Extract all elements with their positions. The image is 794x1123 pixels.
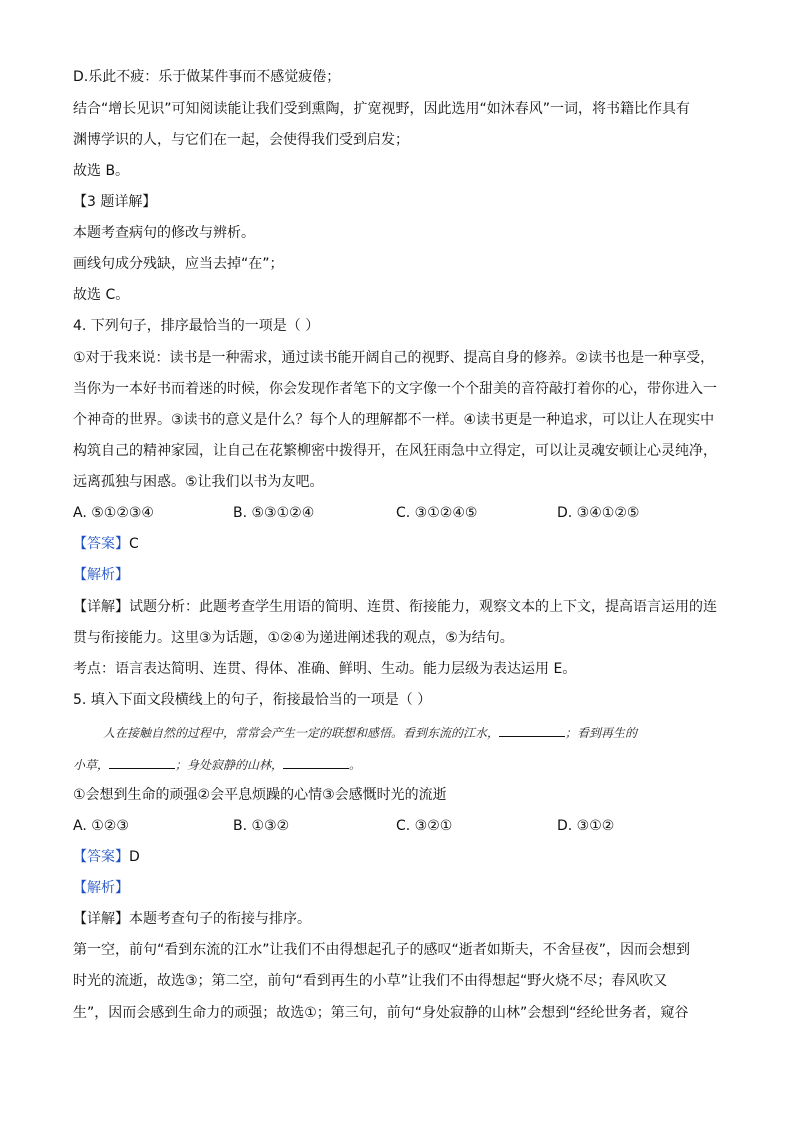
- q5-answer-value: D: [129, 849, 140, 865]
- q4-detail-line-1: 【详解】试题分析：此题考查学生用语的简明、连贯、衔接能力，观察文本的上下文，提高语言运用的连: [73, 599, 717, 615]
- q2-option-d-explanation: D.乐此不疲：乐于做某件事而不感觉疲倦；: [73, 69, 341, 85]
- q5-answer-line: [73, 847, 140, 867]
- q5-blank-1: [499, 724, 565, 737]
- q4-detail-line-2: 贯与衔接能力。这里③为话题，①②④为递进阐述我的观点，⑤为结句。: [73, 630, 514, 646]
- q4-note: 考点：语言表达简明、连贯、得体、准确、鲜明、生动。能力层级为表达运用 E。: [73, 661, 577, 677]
- q5-option-a: A. ①②③: [73, 818, 129, 834]
- q5-detail-line-2: 时光的流逝，故选③；第二空，前句“看到再生的小草”让我们不由得想起“野火烧不尽；春风吹又: [73, 973, 668, 989]
- q4-passage-line-5: 远离孤独与困惑。⑤让我们以书为友吧。: [73, 474, 324, 490]
- q5-detail-line-1: 第一空，前句“看到东流的江水”让我们不由得想起孔子的感叹“逝者如斯夫，不舍昼夜”，因而会想到: [73, 942, 691, 958]
- q5-option-b: B. ①③②: [233, 818, 290, 834]
- q4-option-b: B. ⑤③①②④: [233, 505, 315, 521]
- q4-passage-line-2: 当你为一本好书而着迷的时候，你会发现作者笔下的文字像一个个甜美的音符敲打着你的心，带你进入一: [73, 381, 717, 397]
- q4-option-c: C. ③①②④⑤: [396, 505, 478, 521]
- q4-analysis-label: 【解析】: [73, 567, 129, 583]
- q2-explanation-line-1: 结合“增长见识”可知阅读能让我们受到熏陶，扩宽视野，因此选用“如沐春风”一词，将书籍比作具有: [73, 101, 691, 117]
- q5-option-c: C. ③②①: [396, 818, 453, 834]
- q5-analysis-label: 【解析】: [73, 880, 129, 896]
- q5-stem: 5. 填入下面文段横线上的句子，衔接最恰当的一项是（ ）: [73, 692, 432, 708]
- q4-passage-line-4: 构筑自己的精神家园，让自己在花繁柳密中拨得开，在风狂雨急中立得定，可以让灵魂安顿让心灵纯净，: [73, 443, 717, 459]
- q4-option-a: A. ⑤①②③④: [73, 505, 154, 521]
- q5-detail-header: 【详解】本题考查句子的衔接与排序。: [73, 911, 311, 927]
- q3-line-1: 本题考查病句的修改与辨析。: [73, 225, 255, 241]
- q5-answer-label: 【答案】: [73, 849, 129, 865]
- q5-blank-3: [283, 756, 349, 769]
- q3-choice: 故选 C。: [73, 287, 130, 303]
- q4-answer-label: 【答案】: [73, 536, 129, 552]
- q4-passage-line-1: ①对于我来说：读书是一种需求，通过读书能开阔自己的视野、提高自身的修养。②读书也是一种享受，: [73, 350, 715, 366]
- q2-explanation-line-2: 渊博学识的人，与它们在一起，会使得我们受到启发；: [73, 132, 409, 148]
- q5-passage-line-1: 人在接触自然的过程中，常常会产生一定的联想和感悟。看到东流的江水， ；看到再生的: [103, 726, 638, 740]
- q4-option-d: D. ③④①②⑤: [557, 505, 640, 521]
- q5-detail-line-3: 生”，因而会感到生命力的顽强；故选①；第三句，前句“身处寂静的山林”会想到“经纶世务者，窥谷: [73, 1005, 689, 1021]
- q5-passage-line-2: 小草， ；身处寂静的山林， 。: [73, 758, 362, 772]
- q4-answer-line: [73, 534, 139, 554]
- q3-header: 【3 题详解】: [73, 194, 157, 210]
- q4-stem: 4. 下列句子，排序最恰当的一项是（ ）: [73, 318, 320, 334]
- q5-choices: ①会想到生命的顽强②会平息烦躁的心情③会感慨时光的流逝: [73, 787, 447, 803]
- q5-option-d: D. ③①②: [557, 818, 615, 834]
- q4-passage-line-3: 个神奇的世界。③读书的意义是什么？每个人的理解都不一样。④读书更是一种追求，可以让人在现实中: [73, 412, 715, 428]
- q2-choice: 故选 B。: [73, 163, 130, 179]
- q3-line-2: 画线句成分残缺，应当去掉“在”；: [73, 256, 284, 272]
- q4-answer-value: C: [129, 536, 139, 552]
- q5-blank-2: [109, 756, 175, 769]
